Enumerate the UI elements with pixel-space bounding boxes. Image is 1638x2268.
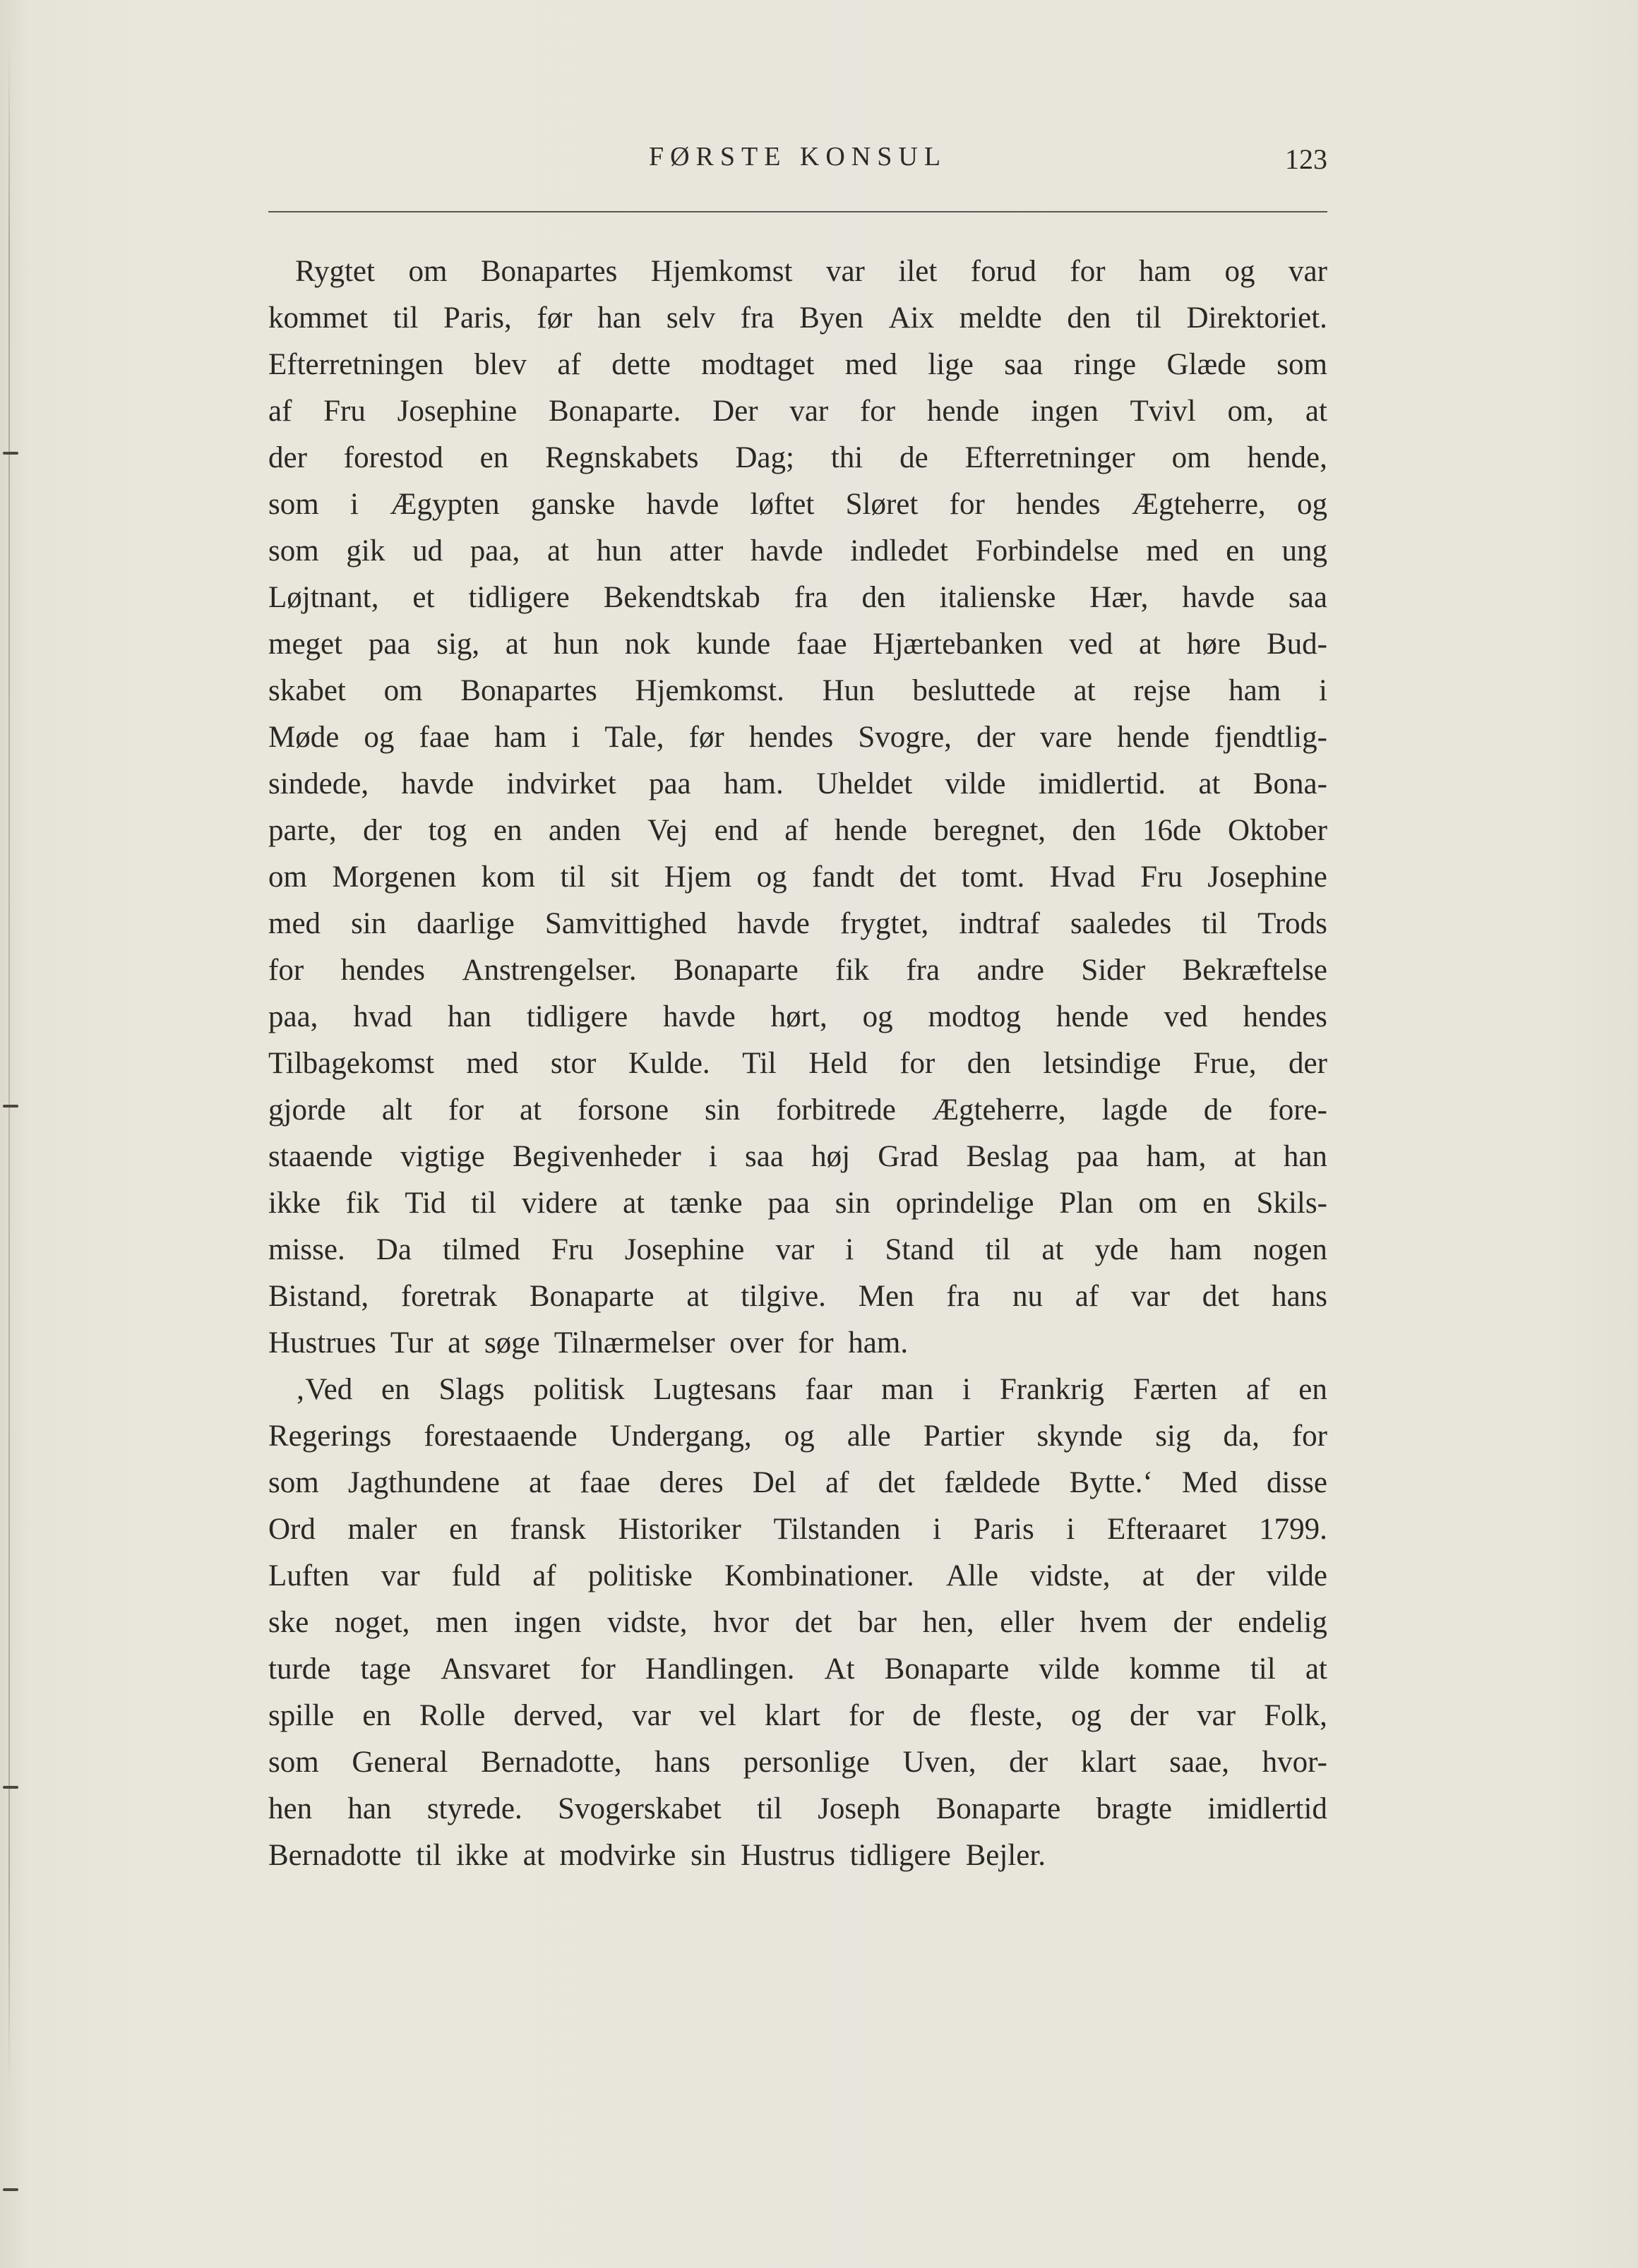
text-line: Ord maler en fransk Historiker Tilstanden i Paris i Efteraaret 1799. <box>268 1513 1327 1546</box>
text-line: der forestod en Regnskabets Dag; thi de Efterretninger om hende, <box>268 441 1327 474</box>
paragraph <box>268 1367 1327 1879</box>
text-line: turde tage Ansvaret for Handlingen. At Bonaparte vilde komme til at <box>268 1652 1327 1686</box>
binding-mark <box>3 1105 18 1108</box>
text-line: som General Bernadotte, hans personlige Uven, der klart saae, hvor- <box>268 1746 1327 1779</box>
text-line: Møde og faae ham i Tale, før hendes Svogre, der vare hende fjendtlig- <box>268 721 1327 754</box>
text-line: spille en Rolle derved, var vel klart for de fleste, og der var Folk, <box>268 1699 1327 1732</box>
text-line: som Jagthundene at faae deres Del af det fældede Bytte.‘ Med disse <box>268 1466 1327 1499</box>
running-title: FØRSTE KONSUL <box>648 142 947 172</box>
binding-edge <box>8 42 10 2089</box>
page-number: 123 <box>1285 143 1327 175</box>
text-line: Bistand, foretrak Bonaparte at tilgive. Men fra nu af var det hans <box>268 1280 1327 1313</box>
page-header <box>268 141 1327 184</box>
text-line: for hendes Anstrengelser. Bonaparte fik fra andre Sider Bekræftelse <box>268 954 1327 987</box>
text-line: misse. Da tilmed Fru Josephine var i Stand til at yde ham nogen <box>268 1233 1327 1266</box>
binding-mark <box>3 1786 18 1789</box>
paragraph <box>268 248 1327 1367</box>
text-line: sindede, havde indvirket paa ham. Uheldet vilde imidlertid. at Bona- <box>268 767 1327 800</box>
text-line: om Morgenen kom til sit Hjem og fandt det tomt. Hvad Fru Josephine <box>268 860 1327 894</box>
text-line: skabet om Bonapartes Hjemkomst. Hun besluttede at rejse ham i <box>268 674 1327 707</box>
text-line: staaende vigtige Begivenheder i saa høj Grad Beslag paa ham, at han <box>268 1140 1327 1173</box>
text-line: ikke fik Tid til videre at tænke paa sin oprindelige Plan om en Skils- <box>268 1187 1327 1220</box>
text-line: af Fru Josephine Bonaparte. Der var for hende ingen Tvivl om, at <box>268 395 1327 428</box>
text-line: Regerings forestaaende Undergang, og alle Partier skynde sig da, for <box>268 1420 1327 1453</box>
text-line: som i Ægypten ganske havde løftet Sløret for hendes Ægteherre, og <box>268 488 1327 521</box>
text-line: Hustrues Tur at søge Tilnærmelser over for ham. <box>268 1326 909 1360</box>
text-line: hen han styrede. Svogerskabet til Joseph Bonaparte bragte imidlertid <box>268 1792 1327 1825</box>
text-line: meget paa sig, at hun nok kunde faae Hjærtebanken ved at høre Bud- <box>268 628 1327 661</box>
text-line: ‚Ved en Slags politisk Lugtesans faar man i Frankrig Færten af en <box>295 1373 1327 1406</box>
text-line: paa, hvad han tidligere havde hørt, og modtog hende ved hendes <box>268 1000 1327 1033</box>
text-line: Rygtet om Bonapartes Hjemkomst var ilet forud for ham og var <box>295 255 1327 288</box>
binding-mark <box>3 452 18 455</box>
body-text <box>268 248 1327 1879</box>
text-line: Luften var fuld af politiske Kombinationer. Alle vidste, at der vilde <box>268 1559 1327 1592</box>
text-line: Løjtnant, et tidligere Bekendtskab fra den italienske Hær, havde saa <box>268 581 1327 614</box>
text-line: Bernadotte til ikke at modvirke sin Hustrus tidligere Bejler. <box>268 1839 1046 1872</box>
text-line: som gik ud paa, at hun atter havde indledet Forbindelse med en ung <box>268 534 1327 568</box>
text-line: Tilbagekomst med stor Kulde. Til Held for den letsindige Frue, der <box>268 1047 1327 1080</box>
text-line: kommet til Paris, før han selv fra Byen Aix meldte den til Direktoriet. <box>268 301 1327 335</box>
text-line: parte, der tog en anden Vej end af hende beregnet, den 16de Oktober <box>268 814 1327 847</box>
text-line: gjorde alt for at forsone sin forbitrede Ægteherre, lagde de fore- <box>268 1093 1327 1127</box>
text-line: Efterretningen blev af dette modtaget med lige saa ringe Glæde som <box>268 348 1327 381</box>
text-line: ske noget, men ingen vidste, hvor det bar hen, eller hvem der endelig <box>268 1606 1327 1639</box>
binding-mark <box>3 2188 18 2191</box>
header-rule <box>268 211 1327 212</box>
text-line: med sin daarlige Samvittighed havde frygtet, indtraf saaledes til Trods <box>268 907 1327 940</box>
